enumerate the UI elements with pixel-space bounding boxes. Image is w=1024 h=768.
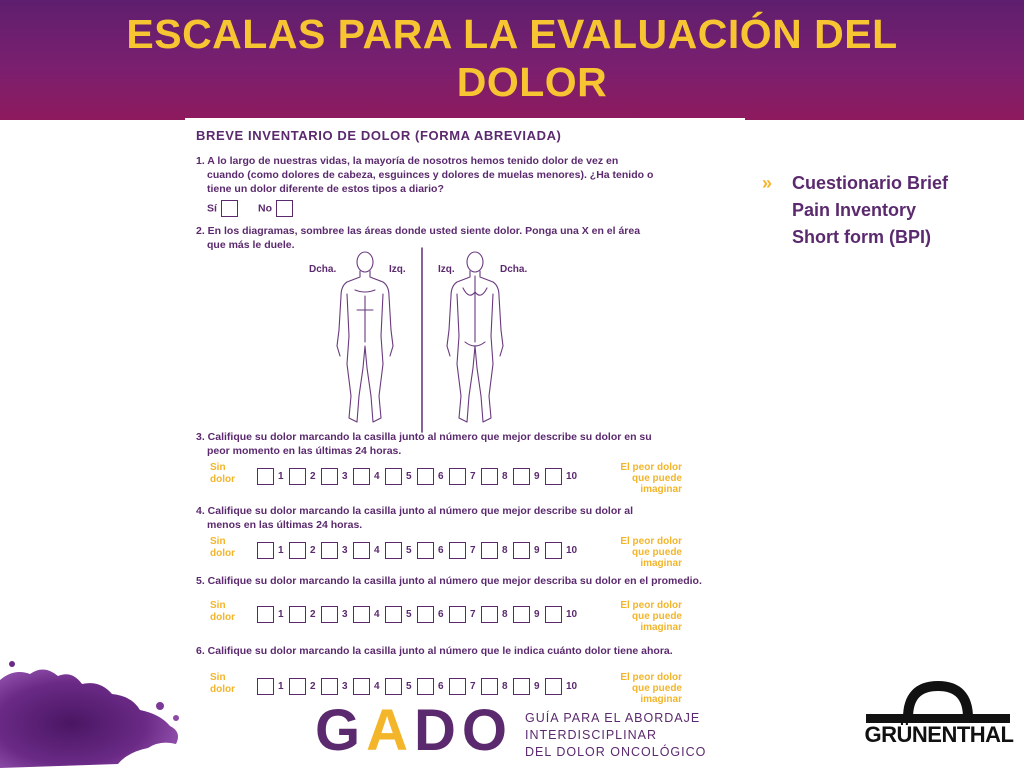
gado-subtitle: GUÍA PARA EL ABORDAJE INTERDISCIPLINAR DEL DOLOR ONCOLÓGICO	[525, 711, 707, 759]
purple-ink-splash-icon	[0, 660, 185, 768]
scale-option-10[interactable]: 10	[545, 678, 562, 698]
bullet-line-2: Pain Inventory	[792, 200, 917, 220]
scale-option-4[interactable]: 4	[353, 542, 370, 562]
q1-no-checkbox[interactable]	[276, 200, 293, 217]
scale-option-6[interactable]: 6	[417, 606, 434, 626]
scale-min-label: Sin dolor	[210, 600, 235, 623]
back-left-label: Izq.	[438, 264, 455, 275]
question-4: 4. Califique su dolor marcando la casilla junto al número que mejor describe su dolor al menos en las últimas 24 horas.	[196, 505, 634, 531]
back-right-label: Dcha.	[500, 264, 528, 275]
scale-option-7[interactable]: 7	[449, 468, 466, 488]
question-5: 5. Califique su dolor marcando la casilla junto al número que mejor describa su dolor en el promedio.	[196, 575, 702, 587]
company-name: GRÜNENTHAL	[864, 722, 1014, 747]
scale-option-5[interactable]: 5	[385, 678, 402, 698]
q5-scale	[185, 600, 705, 632]
scale-option-4[interactable]: 4	[353, 606, 370, 626]
bullet-point	[762, 170, 992, 251]
scale-option-2[interactable]: 2	[289, 542, 306, 562]
scale-option-3[interactable]: 3	[321, 678, 338, 698]
slide-title	[0, 10, 1024, 106]
body-diagrams	[297, 246, 528, 434]
scale-option-3[interactable]: 3	[321, 542, 338, 562]
scale-option-3[interactable]: 3	[321, 606, 338, 626]
scale-option-9[interactable]: 9	[513, 542, 530, 562]
scale-option-7[interactable]: 7	[449, 542, 466, 562]
scale-option-4[interactable]: 4	[353, 678, 370, 698]
body-outline-icon[interactable]	[297, 246, 517, 434]
scale-option-1[interactable]: 1	[257, 606, 274, 626]
scale-option-8[interactable]: 8	[481, 542, 498, 562]
q4-scale	[185, 536, 705, 568]
question-1: 1. A lo largo de nuestras vidas, la mayoría de nosotros hemos tenido dolor de vez en cuando (como dolores de cabeza, esguinces y dolores de muelas menores). ¿Ha tenido o tiene un dolor diferente de estos tipos a diario?	[196, 155, 654, 195]
scale-max-label: El peor dolor que puede imaginar	[620, 536, 682, 569]
scale-option-1[interactable]: 1	[257, 542, 274, 562]
scale-option-5[interactable]: 5	[385, 542, 402, 562]
scale-option-10[interactable]: 10	[545, 606, 562, 626]
question-6: 6. Califique su dolor marcando la casilla junto al número que le indica cuánto dolor tiene ahora.	[196, 645, 673, 657]
scale-option-7[interactable]: 7	[449, 606, 466, 626]
front-left-label: Izq.	[389, 264, 406, 275]
scale-option-1[interactable]: 1	[257, 678, 274, 698]
scale-option-5[interactable]: 5	[385, 468, 402, 488]
q3-scale	[185, 462, 705, 494]
scale-option-9[interactable]: 9	[513, 678, 530, 698]
scale-option-9[interactable]: 9	[513, 606, 530, 626]
scale-min-label: Sin dolor	[210, 672, 235, 695]
scale-max-label: El peor dolor que puede imaginar	[620, 672, 682, 705]
double-chevron-right-icon: »	[762, 173, 773, 193]
scale-min-label: Sin dolor	[210, 462, 235, 485]
scale-option-4[interactable]: 4	[353, 468, 370, 488]
scale-option-9[interactable]: 9	[513, 468, 530, 488]
scale-option-6[interactable]: 6	[417, 468, 434, 488]
scale-min-label: Sin dolor	[210, 536, 235, 559]
bullet-line-1: Cuestionario Brief	[792, 173, 949, 193]
slide-title-line1: ESCALAS PARA LA EVALUACIÓN DEL	[126, 11, 898, 57]
scale-option-1[interactable]: 1	[257, 468, 274, 488]
scale-option-10[interactable]: 10	[545, 542, 562, 562]
scale-option-3[interactable]: 3	[321, 468, 338, 488]
bpi-form	[185, 118, 745, 708]
scale-option-5[interactable]: 5	[385, 606, 402, 626]
gado-logo: GADO	[315, 698, 514, 763]
scale-option-8[interactable]: 8	[481, 606, 498, 626]
scale-option-8[interactable]: 8	[481, 678, 498, 698]
scale-option-2[interactable]: 2	[289, 468, 306, 488]
scale-option-10[interactable]: 10	[545, 468, 562, 488]
q1-yes-checkbox[interactable]	[221, 200, 238, 217]
scale-option-2[interactable]: 2	[289, 606, 306, 626]
question-2: 2. En los diagramas, sombree las áreas donde usted siente dolor. Ponga una X en el área que más le duele.	[196, 225, 641, 251]
scale-option-2[interactable]: 2	[289, 678, 306, 698]
scale-option-8[interactable]: 8	[481, 468, 498, 488]
q1-no-option: No	[258, 200, 293, 217]
scale-max-label: El peor dolor que puede imaginar	[620, 462, 682, 495]
scale-option-6[interactable]: 6	[417, 678, 434, 698]
scale-max-label: El peor dolor que puede imaginar	[620, 600, 682, 633]
q1-yes-option: Sí	[207, 200, 238, 217]
form-title: BREVE INVENTARIO DE DOLOR (FORMA ABREVIADA)	[196, 128, 562, 143]
bullet-line-3: Short form (BPI)	[792, 227, 931, 247]
question-3: 3. Califique su dolor marcando la casilla junto al número que mejor describe su dolor en su peor momento en las últimas 24 horas.	[196, 431, 652, 457]
front-right-label: Dcha.	[309, 264, 337, 275]
scale-option-7[interactable]: 7	[449, 678, 466, 698]
scale-option-6[interactable]: 6	[417, 542, 434, 562]
slide-title-line2: DOLOR	[456, 59, 608, 105]
